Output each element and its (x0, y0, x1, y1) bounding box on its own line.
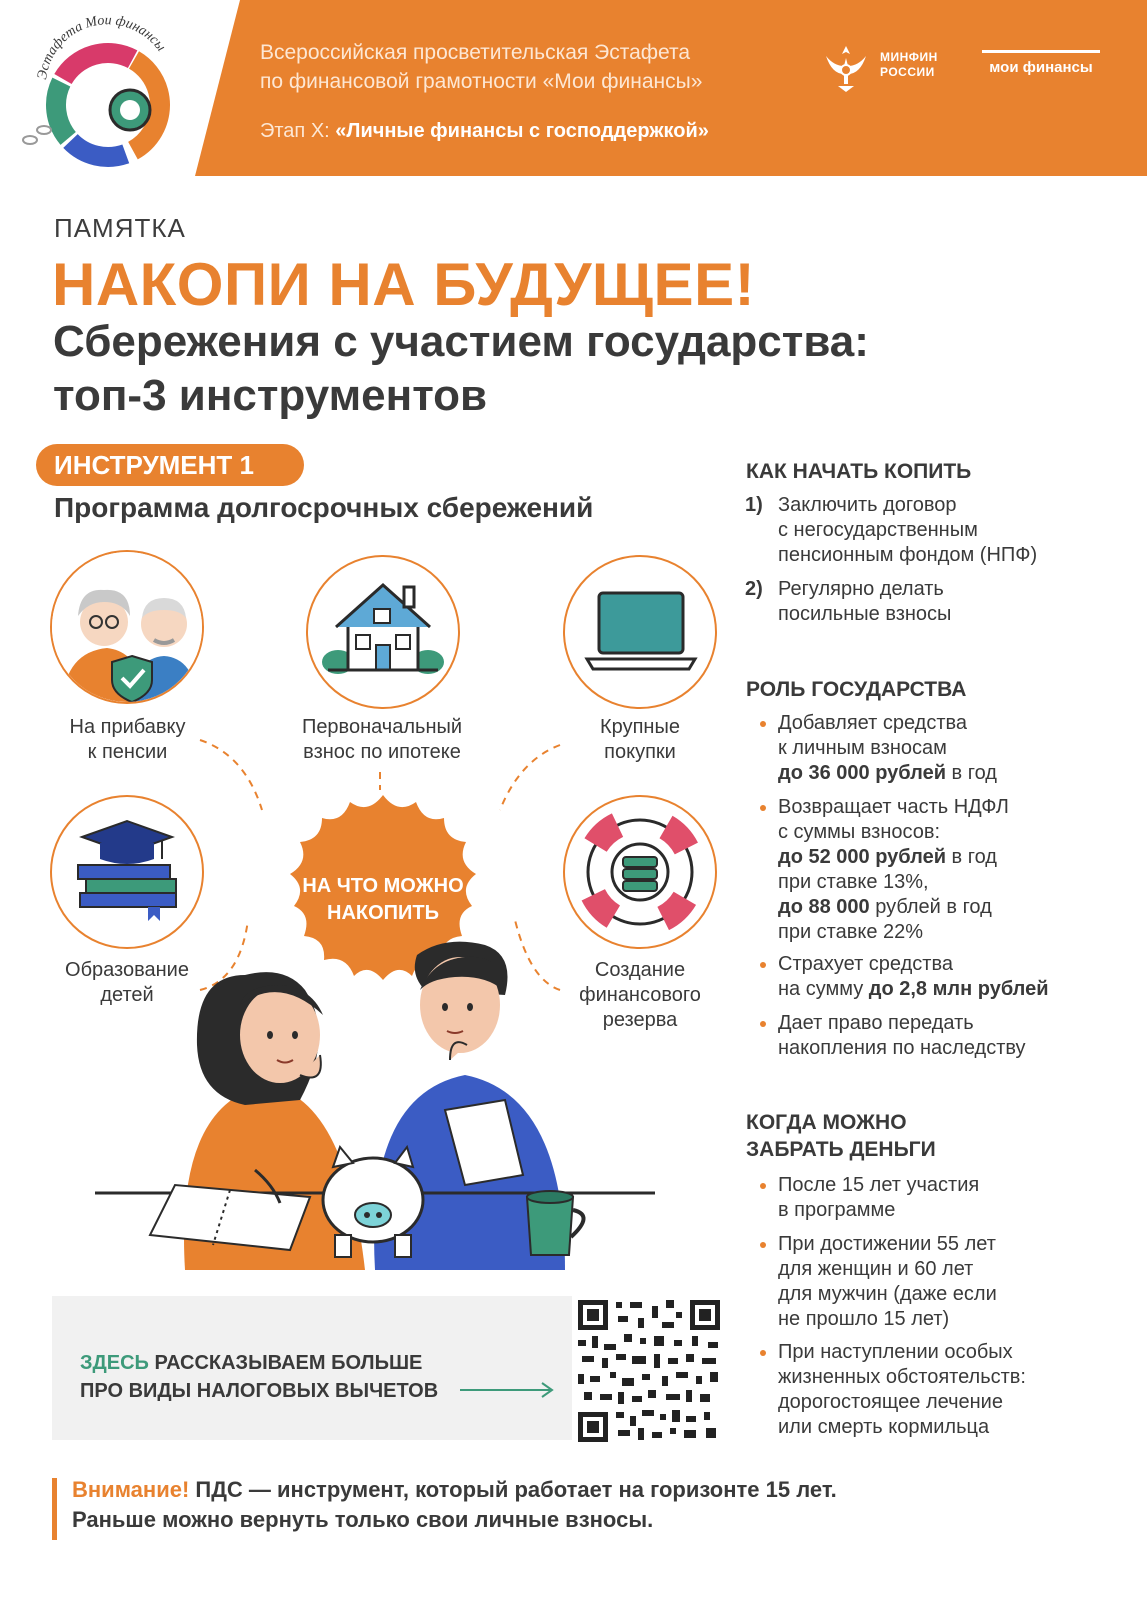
step-1-text: Заключить договор с негосударственным пенсионным фондом (НПФ) (778, 494, 1038, 566)
header-line-1: Всероссийская просветительская Эстафета (260, 41, 691, 64)
main-title: НАКОПИ НА БУДУЩЕЕ! (52, 251, 756, 318)
arrow-right-icon (460, 1380, 560, 1400)
mortgage-label: Первоначальный взнос по ипотеке (301, 716, 463, 763)
pension-label: На прибавку к пенсии (69, 716, 186, 763)
bullet-icon (760, 721, 766, 727)
state-role-item-2: Возвращает часть НДФЛ с суммы взносов: до 52 000 рублей в год при ставке 13%, до 88 000 рублей в год при ставке 22% (778, 796, 1009, 943)
bullet-icon (760, 962, 766, 968)
stage-prefix: Этап X: (260, 120, 330, 142)
withdraw-item-1: После 15 лет участия в программе (778, 1174, 980, 1221)
instrument-name: Программа долгосрочных сбережений (54, 492, 594, 523)
brand-name: мои финансы (989, 59, 1093, 76)
reserve-circle (563, 795, 717, 949)
note-line-2: Раньше можно вернуть только свои личные взносы. (72, 1507, 654, 1532)
bullet-icon (760, 805, 766, 811)
withdraw-item-2: При достижении 55 лет для женщин и 60 лет для мужчин (даже если не прошло 15 лет) (778, 1233, 997, 1330)
elderly-couple-icon (52, 552, 202, 702)
withdraw-heading: КОГДА МОЖНО ЗАБРАТЬ ДЕНЬГИ (746, 1111, 936, 1161)
subtitle: Сбережения с участием государства: топ-3 инструментов (53, 317, 869, 420)
education-circle (50, 795, 204, 949)
reserve-label: Создание финансового резерва (579, 959, 701, 1031)
graduation-books-icon (52, 797, 202, 947)
memo-label: ПАМЯТКА (54, 213, 186, 243)
bullet-icon (760, 1350, 766, 1356)
state-role-item-1: Добавляет средства к личным взносам до 36 000 рублей в год (778, 712, 997, 784)
purchases-circle (563, 555, 717, 709)
minfin-logo (818, 40, 958, 100)
qr-text-line-2: ПРО ВИДЫ НАЛОГОВЫХ ВЫЧЕТОВ (80, 1380, 439, 1402)
bullet-icon (760, 1242, 766, 1248)
step-2-text: Регулярно делать посильные взносы (778, 578, 952, 625)
state-role-item-3: Страхует средства на сумму до 2,8 млн рублей (778, 953, 1049, 1000)
eagle-emblem-icon (818, 40, 874, 96)
qr-text-line-1: ЗДЕСЬ РАССКАЗЫВАЕМ БОЛЬШЕ (80, 1352, 423, 1374)
education-label: Образование детей (65, 959, 189, 1006)
house-icon (308, 557, 458, 707)
bullet-icon (760, 1021, 766, 1027)
logo-arc-text: Эстафета Мои финансы (34, 13, 169, 81)
step-1-number: 1) (745, 494, 763, 516)
relay-logo (18, 10, 198, 170)
minfin-text: МИНФИН РОССИИ (880, 50, 938, 79)
laptop-icon (565, 557, 715, 707)
couple-saving-illustration (95, 935, 655, 1270)
center-badge-text: НА ЧТО МОЖНО НАКОПИТЬ (302, 875, 464, 924)
stage-name: «Личные финансы с господдержкой» (335, 120, 709, 142)
header-line-2: по финансовой грамотности «Мои финансы» (260, 70, 703, 93)
note-accent-bar (52, 1478, 57, 1540)
note-line-1: Внимание! ПДС — инструмент, который работает на горизонте 15 лет. (72, 1477, 837, 1502)
pension-circle (50, 550, 204, 704)
bullet-icon (760, 1183, 766, 1189)
instrument-badge: ИНСТРУМЕНТ 1 (36, 444, 304, 486)
step-2-number: 2) (745, 578, 763, 600)
state-role-heading: РОЛЬ ГОСУДАРСТВА (746, 678, 967, 701)
withdraw-item-3: При наступлении особых жизненных обстоятельств: дорогостоящее лечение или смерть кормильца (778, 1341, 1026, 1438)
lifebuoy-icon (565, 797, 715, 947)
mortgage-circle (306, 555, 460, 709)
purchases-label: Крупные покупки (600, 716, 680, 763)
moi-finansy-brand (982, 50, 1100, 76)
qr-code[interactable] (574, 1296, 724, 1446)
header (0, 0, 1147, 176)
how-to-start-heading: КАК НАЧАТЬ КОПИТЬ (746, 460, 972, 483)
header-stage (260, 117, 709, 146)
state-role-item-4: Дает право передать накопления по наследству (778, 1012, 1026, 1059)
